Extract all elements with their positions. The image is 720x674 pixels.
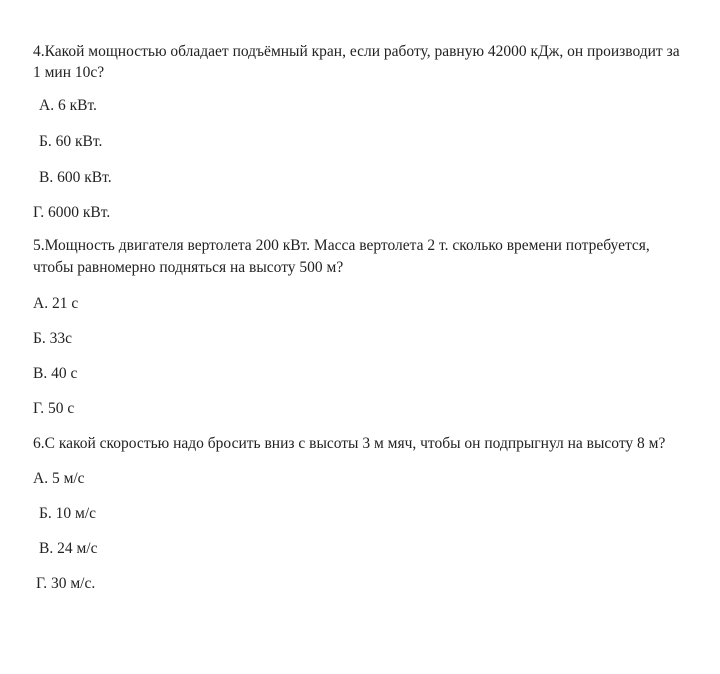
question-6-option-a: А. 5 м/с <box>33 470 85 487</box>
question-4-option-d: Г. 6000 кВт. <box>33 204 111 221</box>
question-6-text: 6.С какой скоростью надо бросить вниз с высоты 3 м мяч, чтобы он подпрыгнул на высоту 8 м? <box>33 435 666 452</box>
question-4-text: 4.Какой мощностью обладает подъёмный кран, если работу, равную 42000 кДж, он производит за <box>33 43 680 60</box>
question-5-option-d: Г. 50 с <box>33 400 75 417</box>
question-5-option-c: В. 40 с <box>33 365 78 382</box>
question-6-option-d: Г. 30 м/с. <box>36 575 96 592</box>
question-4-text-cont: 1 мин 10с? <box>33 64 105 81</box>
question-6-option-c: В. 24 м/с <box>39 540 98 557</box>
question-4-option-a: А. 6 кВт. <box>39 97 97 114</box>
question-5-text: 5.Мощность двигателя вертолета 200 кВт. Масса вертолета 2 т. сколько времени потребуется, <box>33 237 650 254</box>
question-4-option-b: Б. 60 кВт. <box>39 133 103 150</box>
question-5-option-a: А. 21 с <box>33 295 79 312</box>
question-4-option-c: В. 600 кВт. <box>39 169 112 186</box>
question-5-option-b: Б. 33с <box>33 330 73 347</box>
question-5-text-cont: чтобы равномерно подняться на высоту 500 м? <box>33 259 344 276</box>
question-6-option-b: Б. 10 м/с <box>39 505 97 522</box>
